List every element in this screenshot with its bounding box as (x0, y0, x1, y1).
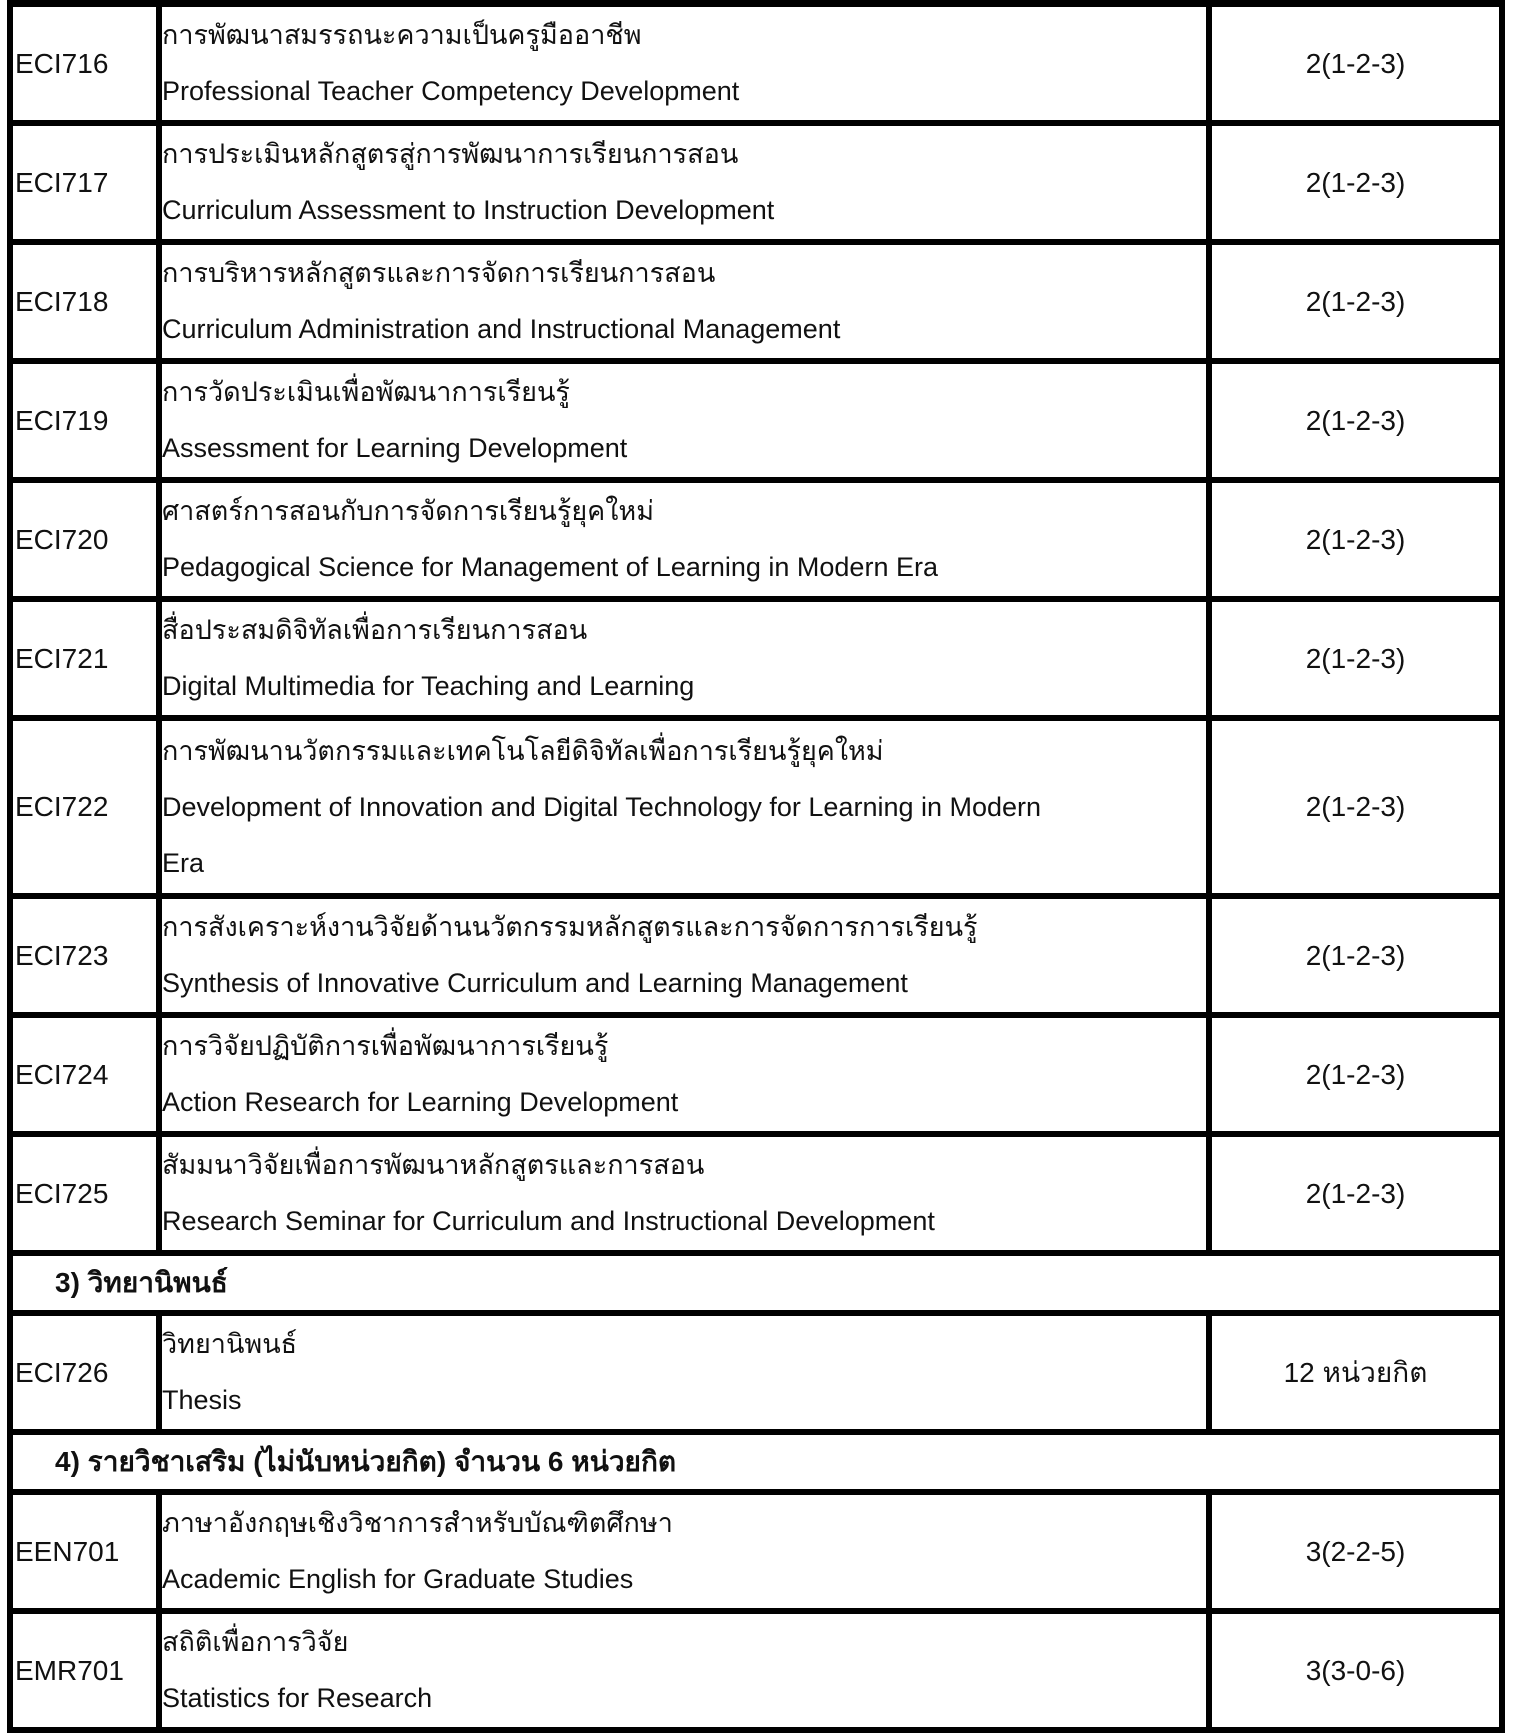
course-code: EEN701 (13, 1495, 162, 1608)
course-credits: 2(1-2-3) (1305, 404, 1406, 436)
course-title (162, 602, 1212, 715)
course-title-th: สื่อประสมดิจิทัลเพื่อการเรียนการสอน (162, 615, 588, 645)
course-title-en: Professional Teacher Competency Development (162, 76, 740, 106)
section-title-supplementary: 4) รายวิชาเสริม (ไม่นับหน่วยกิต) จำนวน 6 หน่วยกิต (55, 1446, 677, 1477)
course-title-th: การประเมินหลักสูตรสู่การพัฒนาการเรียนการสอน (162, 139, 739, 169)
course-credits: 3(2-2-5) (1305, 1535, 1406, 1567)
course-code: ECI719 (13, 364, 162, 477)
course-title-en: Statistics for Research (162, 1683, 433, 1713)
table-row (13, 1495, 1499, 1614)
table-row (13, 899, 1499, 1018)
course-title (162, 7, 1212, 120)
table-row (13, 7, 1499, 126)
table-row (13, 602, 1499, 721)
course-code: EMR701 (13, 1614, 162, 1727)
section-header-row (13, 1256, 1499, 1316)
course-credits: 2(1-2-3) (1305, 791, 1406, 822)
course-table (7, 0, 1505, 1733)
course-title-th: การวัดประเมินเพื่อพัฒนาการเรียนรู้ (162, 377, 570, 407)
course-title-en: Curriculum Assessment to Instruction Development (162, 195, 775, 225)
course-title-th: การพัฒนานวัตกรรมและเทคโนโลยีดิจิทัลเพื่อการเรียนรู้ยุคใหม่ (162, 735, 884, 766)
course-title-en: Research Seminar for Curriculum and Instructional Development (162, 1206, 935, 1236)
course-title-th: สัมมนาวิจัยเพื่อการพัฒนาหลักสูตรและการสอน (162, 1150, 705, 1180)
course-code: ECI724 (13, 1018, 162, 1131)
course-title-en: Action Research for Learning Development (162, 1087, 679, 1117)
course-title-en: Assessment for Learning Development (162, 433, 628, 463)
course-title-th: การวิจัยปฏิบัติการเพื่อพัฒนาการเรียนรู้ (162, 1031, 609, 1061)
table-row (13, 245, 1499, 364)
course-title (162, 245, 1212, 358)
course-title (162, 126, 1212, 239)
course-code: ECI726 (13, 1316, 162, 1429)
table-row (13, 1018, 1499, 1137)
course-title-th: การสังเคราะห์งานวิจัยด้านนวัตกรรมหลักสูตรและการจัดการการเรียนรู้ (162, 912, 978, 942)
course-credits: 2(1-2-3) (1305, 939, 1406, 971)
course-code: ECI721 (13, 602, 162, 715)
course-title (162, 1316, 1212, 1429)
table-row (13, 1137, 1499, 1256)
course-code: ECI723 (13, 899, 162, 1012)
course-title (162, 1137, 1212, 1250)
course-title (162, 899, 1212, 1012)
course-title-th: สถิติเพื่อการวิจัย (162, 1627, 349, 1657)
course-title-th: ภาษาอังกฤษเชิงวิชาการสำหรับบัณฑิตศึกษา (162, 1508, 673, 1538)
course-code: ECI716 (13, 7, 162, 120)
course-credits: 2(1-2-3) (1305, 47, 1406, 79)
course-title-en: Curriculum Administration and Instructional Management (162, 314, 841, 344)
table-row (13, 126, 1499, 245)
table-row (13, 483, 1499, 602)
course-credits: 2(1-2-3) (1305, 1177, 1406, 1209)
course-title-en: Digital Multimedia for Teaching and Learning (162, 671, 695, 701)
table-row (13, 1316, 1499, 1435)
course-title-en: Academic English for Graduate Studies (162, 1564, 634, 1594)
section-header-row (13, 1435, 1499, 1495)
course-title-en: Development of Innovation and Digital Technology for Learning in Modern (162, 791, 1042, 822)
course-title-en-continued: Era (162, 847, 205, 878)
course-title-en: Thesis (162, 1385, 242, 1415)
table-row (13, 721, 1499, 899)
course-code: ECI718 (13, 245, 162, 358)
course-code: ECI720 (13, 483, 162, 596)
course-title (162, 483, 1212, 596)
course-title-th: การบริหารหลักสูตรและการจัดการเรียนการสอน (162, 258, 716, 288)
course-credits: 2(1-2-3) (1305, 166, 1406, 198)
course-title-en: Synthesis of Innovative Curriculum and Learning Management (162, 968, 908, 998)
course-title (162, 721, 1212, 893)
table-row (13, 364, 1499, 483)
course-title (162, 1495, 1212, 1608)
course-title-th: การพัฒนาสมรรถนะความเป็นครูมืออาชีพ (162, 20, 642, 50)
course-credits: 3(3-0-6) (1305, 1654, 1406, 1686)
course-title-th: วิทยานิพนธ์ (162, 1329, 298, 1359)
course-title-th: ศาสตร์การสอนกับการจัดการเรียนรู้ยุคใหม่ (162, 496, 655, 526)
course-credits: 12 หน่วยกิต (1283, 1356, 1428, 1388)
course-code: ECI722 (13, 721, 162, 893)
course-credits: 2(1-2-3) (1305, 1058, 1406, 1090)
course-code: ECI717 (13, 126, 162, 239)
course-credits: 2(1-2-3) (1305, 642, 1406, 674)
course-title (162, 1018, 1212, 1131)
course-title (162, 364, 1212, 477)
course-title (162, 1614, 1212, 1727)
course-title-en: Pedagogical Science for Management of Learning in Modern Era (162, 552, 938, 582)
table-row (13, 1614, 1499, 1733)
course-credits: 2(1-2-3) (1305, 285, 1406, 317)
course-code: ECI725 (13, 1137, 162, 1250)
section-title-thesis: 3) วิทยานิพนธ์ (55, 1267, 228, 1298)
course-credits: 2(1-2-3) (1305, 523, 1406, 555)
